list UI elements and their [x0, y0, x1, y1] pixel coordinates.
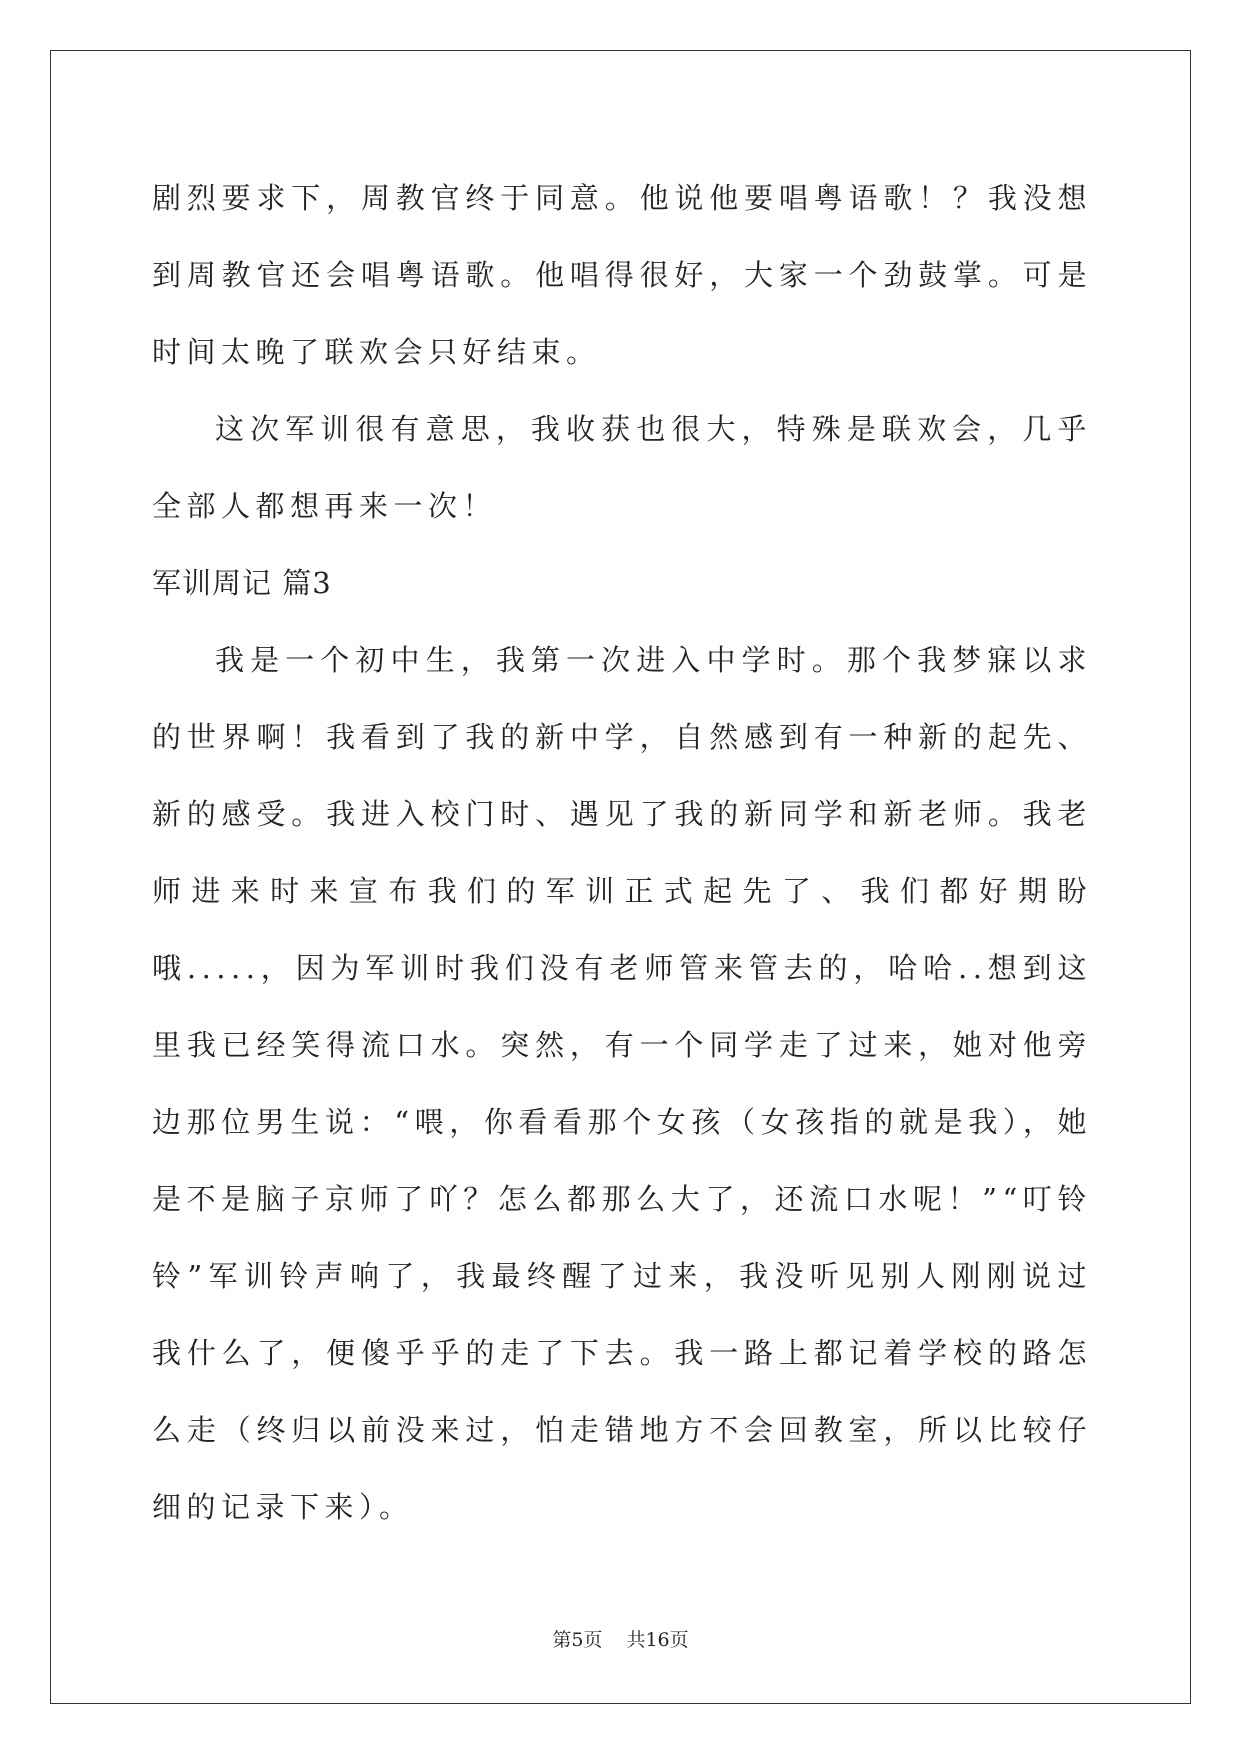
page-number: 第5页 — [552, 1629, 603, 1651]
document-body — [152, 160, 1092, 1546]
page-total: 共16页 — [626, 1629, 689, 1651]
page-footer — [0, 1625, 1241, 1652]
paragraph-1: 剧烈要求下，周教官终于同意。他说他要唱粤语歌！？我没想到周教官还会唱粤语歌。他唱得很好，大家一个劲鼓掌。可是时间太晚了联欢会只好结束。 — [152, 181, 1092, 369]
section-heading: 军训周记 篇3 — [152, 566, 332, 600]
paragraph-3: 我是一个初中生，我第一次进入中学时。那个我梦寐以求的世界啊！我看到了我的新中学，自然感到有一种新的起先、新的感受。我进入校门时、遇见了我的新同学和新老师。我老师进来时来宣布我们的军训正式起先了、我们都好期盼哦.....，因为军训时我们没有老师管来管去的，哈哈..想到这里我已经笑得流口水。突然，有一个同学走了过来，她对他旁边那位男生说：“喂，你看看那个女孩（女孩指的就是我），她是不是脑子京师了吖？怎么都那么大了，还流口水呢！”“叮铃铃”军训铃声响了，我最终醒了过来，我没听见别人刚刚说过我什么了，便傻乎乎的走了下去。我一路上都记着学校的路怎么走（终归以前没来过，怕走错地方不会回教室，所以比较仔细的记录下来）。 — [152, 643, 1092, 1524]
paragraph-2: 这次军训很有意思，我收获也很大，特殊是联欢会，几乎全部人都想再来一次！ — [152, 412, 1092, 523]
